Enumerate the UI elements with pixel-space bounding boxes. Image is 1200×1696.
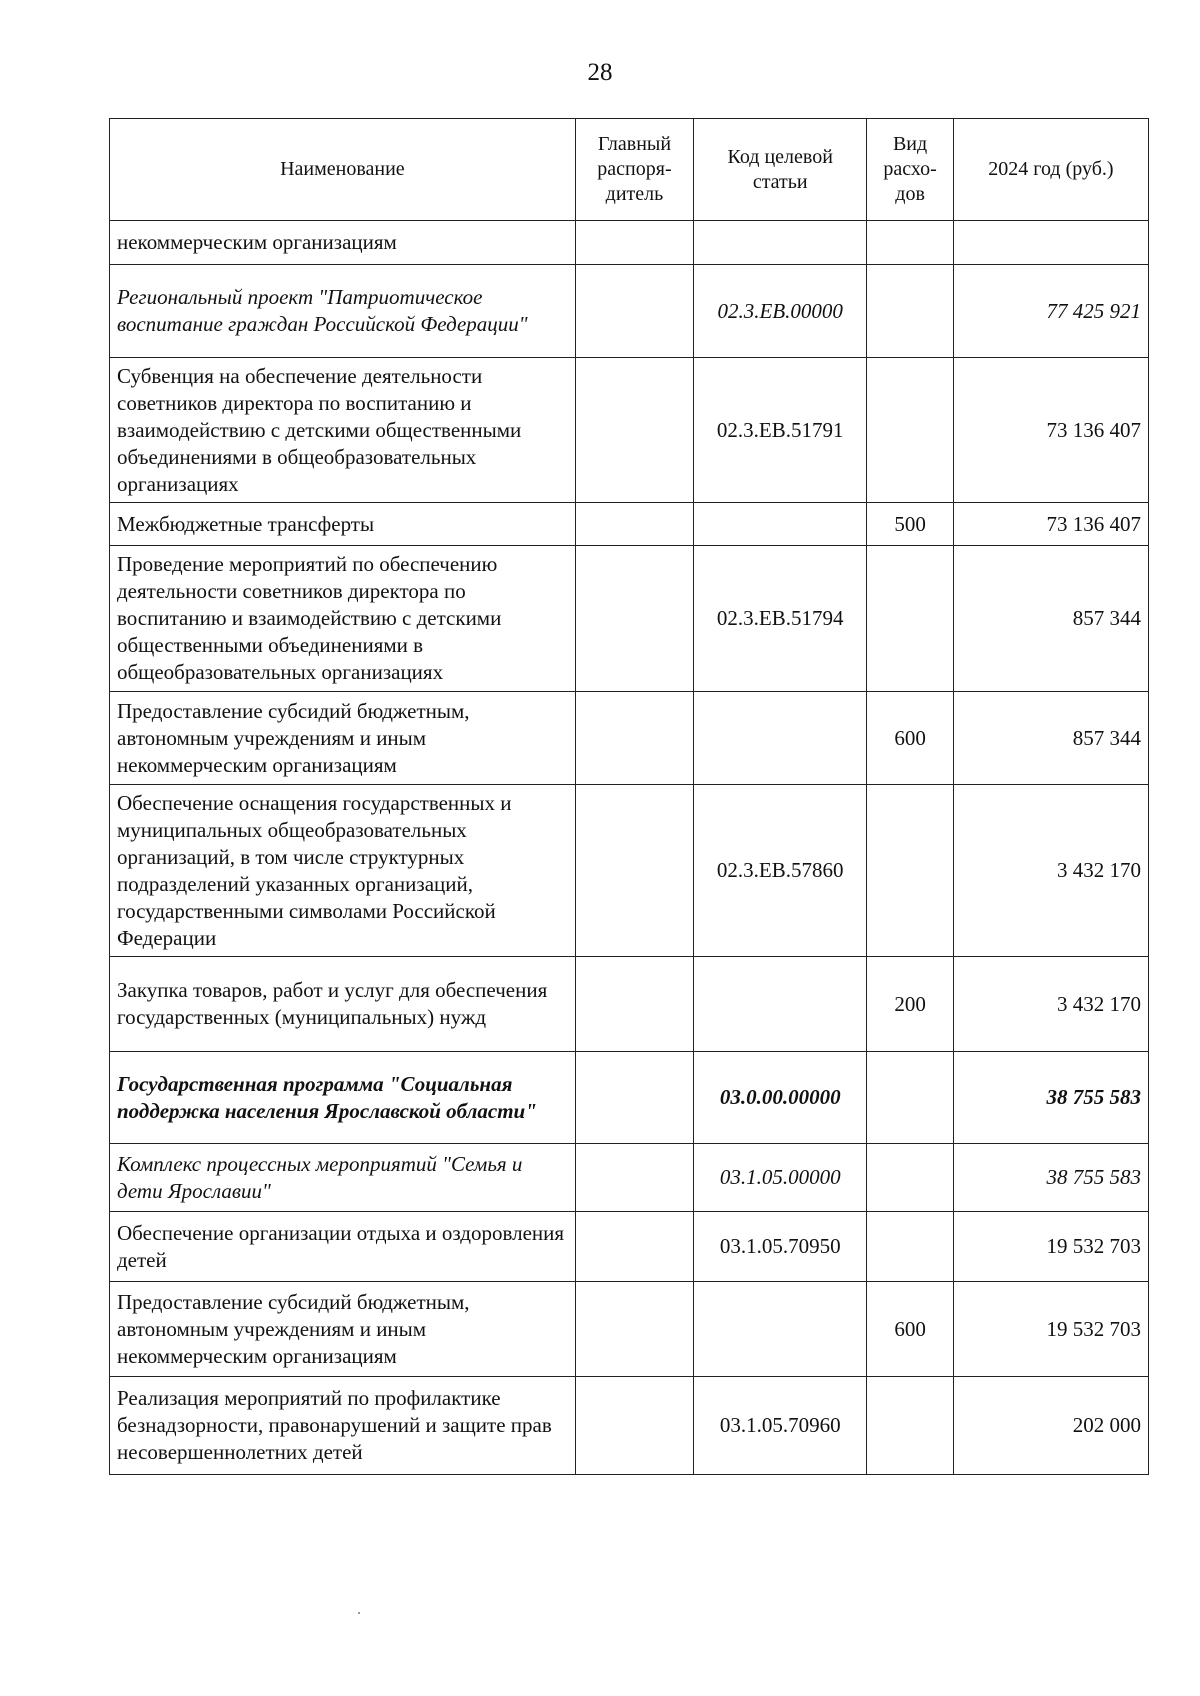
cell-type bbox=[867, 1377, 954, 1475]
table-row bbox=[110, 1212, 1149, 1282]
header-amount: 2024 год (руб.) bbox=[953, 119, 1148, 221]
cell-admin bbox=[575, 692, 693, 785]
cell-name: Межбюджетные трансферты bbox=[110, 503, 576, 546]
table-row bbox=[110, 546, 1149, 692]
cell-amount bbox=[953, 221, 1148, 265]
table-row bbox=[110, 957, 1149, 1052]
cell-type bbox=[867, 1144, 954, 1212]
cell-amount: 73 136 407 bbox=[953, 358, 1148, 503]
page-number: 28 bbox=[587, 59, 613, 86]
cell-code: 03.1.05.00000 bbox=[694, 1144, 867, 1212]
cell-amount: 19 532 703 bbox=[953, 1212, 1148, 1282]
cell-admin bbox=[575, 265, 693, 358]
cell-name: Комплекс процессных мероприятий "Семья и дети Ярославии" bbox=[110, 1144, 576, 1212]
cell-name: Обеспечение организации отдыха и оздоровления детей bbox=[110, 1212, 576, 1282]
cell-type: 500 bbox=[867, 503, 954, 546]
cell-amount: 3 432 170 bbox=[953, 785, 1148, 957]
cell-name: Обеспечение оснащения государственных и муниципальных общеобразовательных организаций, в том числе структурных подразделений указанных организаций, государственными символами Российской Федерации bbox=[110, 785, 576, 957]
table-row bbox=[110, 1144, 1149, 1212]
cell-amount: 38 755 583 bbox=[953, 1052, 1148, 1144]
cell-admin bbox=[575, 546, 693, 692]
cell-name: Субвенция на обеспечение деятельности советников директора по воспитанию и взаимодействию с детскими общественными объединениями в общеобразовательных организациях bbox=[110, 358, 576, 503]
cell-code bbox=[694, 221, 867, 265]
cell-type bbox=[867, 546, 954, 692]
table-row bbox=[110, 221, 1149, 265]
cell-admin bbox=[575, 503, 693, 546]
table-row bbox=[110, 503, 1149, 546]
table-row bbox=[110, 1052, 1149, 1144]
cell-amount: 38 755 583 bbox=[953, 1144, 1148, 1212]
cell-amount: 73 136 407 bbox=[953, 503, 1148, 546]
header-admin: Главный распоря-дитель bbox=[575, 119, 693, 221]
cell-admin bbox=[575, 1377, 693, 1475]
cell-code bbox=[694, 957, 867, 1052]
cell-admin bbox=[575, 358, 693, 503]
cell-code: 02.3.ЕВ.00000 bbox=[694, 265, 867, 358]
cell-code: 03.1.05.70950 bbox=[694, 1212, 867, 1282]
cell-name: Закупка товаров, работ и услуг для обеспечения государственных (муниципальных) нужд bbox=[110, 957, 576, 1052]
cell-name: Реализация мероприятий по профилактике безнадзорности, правонарушений и защите прав несовершеннолетних детей bbox=[110, 1377, 576, 1475]
header-name: Наименование bbox=[110, 119, 576, 221]
cell-type bbox=[867, 265, 954, 358]
cell-code: 03.0.00.00000 bbox=[694, 1052, 867, 1144]
cell-name: некоммерческим организациям bbox=[110, 221, 576, 265]
cell-admin bbox=[575, 1282, 693, 1377]
cell-type bbox=[867, 221, 954, 265]
table-row bbox=[110, 785, 1149, 957]
header-code: Код целевой статьи bbox=[694, 119, 867, 221]
table-row bbox=[110, 1282, 1149, 1377]
cell-admin bbox=[575, 957, 693, 1052]
cell-code: 03.1.05.70960 bbox=[694, 1377, 867, 1475]
budget-table bbox=[109, 118, 1149, 1475]
cell-amount: 857 344 bbox=[953, 692, 1148, 785]
cell-type bbox=[867, 785, 954, 957]
cell-name: Проведение мероприятий по обеспечению деятельности советников директора по воспитанию и взаимодействию с детскими общественными объединениями в общеобразовательных организациях bbox=[110, 546, 576, 692]
cell-code: 02.3.ЕВ.51791 bbox=[694, 358, 867, 503]
header-type: Вид расхо-дов bbox=[867, 119, 954, 221]
table-body bbox=[110, 221, 1149, 1475]
cell-name: Государственная программа "Социальная поддержка населения Ярославской области" bbox=[110, 1052, 576, 1144]
header-row bbox=[110, 119, 1149, 221]
table-row bbox=[110, 358, 1149, 503]
cell-type bbox=[867, 358, 954, 503]
cell-code: 02.3.ЕВ.57860 bbox=[694, 785, 867, 957]
table-header bbox=[110, 119, 1149, 221]
cell-amount: 3 432 170 bbox=[953, 957, 1148, 1052]
cell-amount: 857 344 bbox=[953, 546, 1148, 692]
table-row bbox=[110, 265, 1149, 358]
cell-amount: 77 425 921 bbox=[953, 265, 1148, 358]
cell-admin bbox=[575, 1212, 693, 1282]
cell-type: 600 bbox=[867, 1282, 954, 1377]
cell-name: Предоставление субсидий бюджетным, автономным учреждениям и иным некоммерческим организациям bbox=[110, 1282, 576, 1377]
cell-code bbox=[694, 1282, 867, 1377]
scan-speck bbox=[358, 1612, 360, 1614]
cell-type bbox=[867, 1212, 954, 1282]
cell-admin bbox=[575, 1144, 693, 1212]
cell-name: Предоставление субсидий бюджетным, автономным учреждениям и иным некоммерческим организациям bbox=[110, 692, 576, 785]
cell-admin bbox=[575, 785, 693, 957]
cell-code bbox=[694, 503, 867, 546]
cell-code: 02.3.ЕВ.51794 bbox=[694, 546, 867, 692]
table-row bbox=[110, 692, 1149, 785]
cell-name: Региональный проект "Патриотическое воспитание граждан Российской Федерации" bbox=[110, 265, 576, 358]
cell-type bbox=[867, 1052, 954, 1144]
cell-amount: 19 532 703 bbox=[953, 1282, 1148, 1377]
cell-code bbox=[694, 692, 867, 785]
table-row bbox=[110, 1377, 1149, 1475]
cell-amount: 202 000 bbox=[953, 1377, 1148, 1475]
cell-admin bbox=[575, 221, 693, 265]
cell-type: 200 bbox=[867, 957, 954, 1052]
cell-type: 600 bbox=[867, 692, 954, 785]
cell-admin bbox=[575, 1052, 693, 1144]
